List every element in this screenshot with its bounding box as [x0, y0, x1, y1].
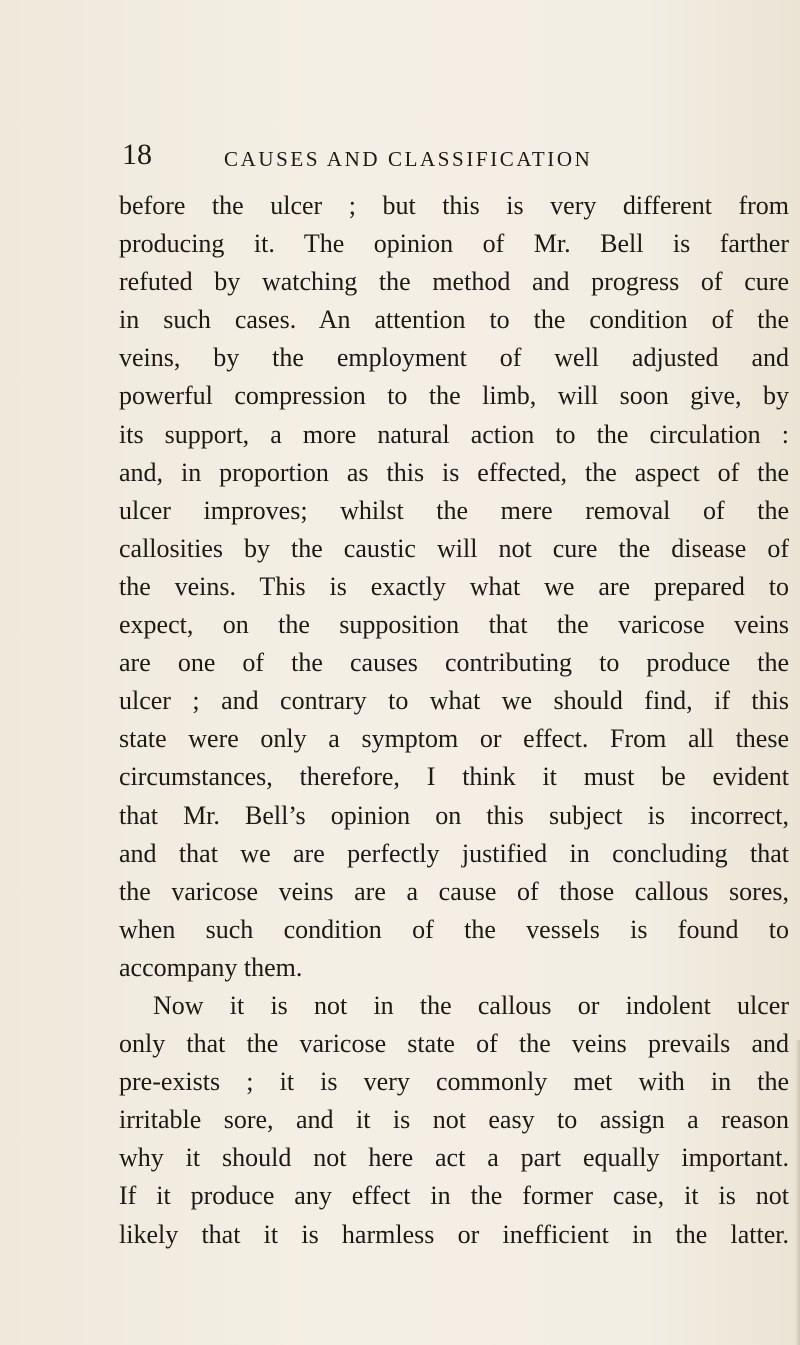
text-line: that Mr. Bell’s opinion on this subject is incorrect,: [119, 800, 789, 830]
text-line: refuted by watching the method and progress of cure: [119, 267, 789, 297]
text-line: are one of the causes contributing to produce the: [119, 648, 789, 678]
text-line: circumstances, therefore, I think it must be evident: [119, 762, 789, 792]
page-edge: [796, 1040, 800, 1345]
text-line: likely that it is harmless or inefficient in the latter.: [119, 1219, 789, 1249]
paragraph-end-line: accompany them.: [119, 952, 303, 982]
text-line: and, in proportion as this is effected, the aspect of the: [119, 457, 789, 487]
running-head: CAUSES AND CLASSIFICATION: [224, 147, 593, 171]
text-line: the veins. This is exactly what we are prepared to: [119, 571, 789, 601]
text-line: powerful compression to the limb, will soon give, by: [119, 381, 789, 411]
text-line: irritable sore, and it is not easy to assign a reason: [119, 1105, 789, 1135]
text-line: why it should not here act a part equally important.: [119, 1143, 789, 1173]
paragraph-start-line: Now it is not in the callous or indolent ulcer: [153, 990, 789, 1020]
text-line: ulcer improves; whilst the mere removal of the: [119, 495, 789, 525]
text-line: callosities by the caustic will not cure the disease of: [119, 533, 789, 563]
text-line: only that the varicose state of the veins prevails and: [119, 1029, 789, 1059]
page-number: 18: [122, 138, 152, 171]
text-line: ulcer ; and contrary to what we should find, if this: [119, 686, 789, 716]
text-line: expect, on the supposition that the varicose veins: [119, 610, 789, 640]
body-text: [119, 187, 789, 1254]
page-header: [0, 140, 800, 180]
text-line: before the ulcer ; but this is very different from: [119, 191, 789, 220]
text-line: and that we are perfectly justified in concluding that: [119, 838, 789, 868]
text-line: If it produce any effect in the former case, it is not: [119, 1181, 789, 1211]
text-line: veins, by the employment of well adjusted and: [119, 343, 789, 373]
text-line: its support, a more natural action to the circulation :: [119, 419, 789, 449]
text-line: in such cases. An attention to the condition of the: [119, 305, 789, 335]
text-line: producing it. The opinion of Mr. Bell is farther: [119, 229, 789, 259]
text-line: the varicose veins are a cause of those callous sores,: [119, 876, 789, 906]
text-line: when such condition of the vessels is found to: [119, 914, 789, 944]
text-line: state were only a symptom or effect. From all these: [119, 724, 789, 754]
text-line: pre-exists ; it is very commonly met with in the: [119, 1067, 789, 1097]
